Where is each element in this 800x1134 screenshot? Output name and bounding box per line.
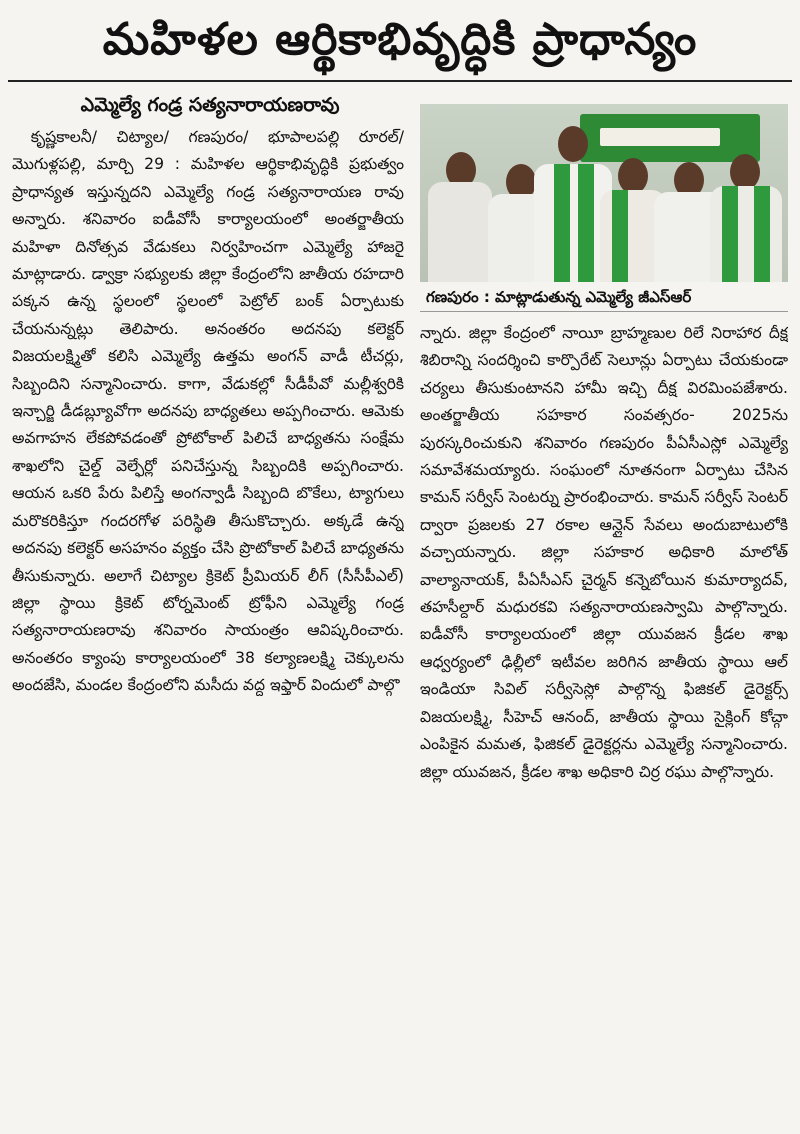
article-column-2: న్నారు. జిల్లా కేంద్రంలో నాయీ బ్రాహ్మణుల రిలే నిరాహార దీక్ష శిబిరాన్ని సందర్శించి కార్పొరేట్ సెలూన్లు ఏర్పాటు చేయకుండా చర్యలు తీసుకుంటానని హామీ ఇచ్చి దీక్ష విరమింపజేశారు. అంతర్జాతీయ సహకార సంవత్సరం- 2025ను పురస్కరించుకుని శనివారం గణపురం పీఏసీఎస్లో ఎమ్మెల్యే సమావేశమయ్యారు. సంఘంలో నూతనంగా ఏర్పాటు చేసిన కామన్ సర్వీస్ సెంటర్ను ప్రారంభించారు. కామన్ సర్వీస్ సెంటర్ ద్వారా ప్రజలకు 27 రకాల ఆన్లైన్ సేవలు అందుబాటులోకి వచ్చాయన్నారు. జిల్లా సహకార అధికారి మాలోత్ వాల్యానాయక్, పీఏసీఎస్ చైర్మన్ కన్నెబోయిన కుమార్యాదవ్, తహసీల్దార్ మధురకవి సత్యనారాయణస్వామి పాల్గొన్నారు. ఐడీవోసీ కార్యాలయంలో జిల్లా యువజన క్రీడల శాఖ ఆధ్వర్యంలో ఢిల్లీలో ఇటీవల జరిగిన జాతీయ స్థాయి ఆల్ ఇండియా సివిల్ సర్వీసెస్లో పాల్గొన్న ఫిజికల్ డైరెక్టర్స్ విజయలక్ష్మి, సీహెచ్ ఆనంద్, జాతీయ స్థాయి సైక్లింగ్ కోచ్గా ఎంపికైన మమత, ఫిజికల్ డైరెక్టర్లను ఎమ్మెల్యే సన్మానించారు. జిల్లా యువజన, క్రీడల శాఖ అధికారి చిర్ర రఘు పాల్గొన్నారు. bbox=[420, 324, 788, 781]
news-photo bbox=[420, 104, 788, 282]
byline: ఎమ్మెల్యే గండ్ర సత్యనారాయణరావు bbox=[80, 94, 340, 116]
photo-person bbox=[706, 136, 786, 282]
article-column-1: కృష్ణకాలనీ/ చిట్యాల/ గణపురం/ భూపాలపల్లి రూరల్/ మొగుళ్లపల్లి, మార్చి 29 : మహిళల ఆర్థికాభివృద్ధికి ప్రభుత్వం ప్రాధాన్యత ఇస్తున్నదని ఎమ్మెల్యే గండ్ర సత్యనారాయణ రావు అన్నారు. శనివారం ఐడీవోసీ కార్యాలయంలో అంతర్జాతీయ మహిళా దినోత్సవ వేడుకలు నిర్వహించగా ఎమ్మెల్యే హాజరై మాట్లాడారు. డ్వాక్రా సభ్యులకు జిల్లా కేంద్రంలోని జాతీయ రహదారి పక్కన ఉన్న స్థలంలో స్థలంలో పెట్రోల్ బంక్ ఏర్పాటుకు చేయనున్నట్లు తెలిపారు. అనంతరం అదనపు కలెక్టర్ విజయలక్ష్మితో కలిసి ఎమ్మెల్యే ఉత్తమ అంగన్ వాడీ టీచర్లు, సిబ్బందిని సన్మానించారు. కాగా, వేడుకల్లో సీడీపీవో మల్లీశ్వరికి ఇన్చార్జి డీడబ్ల్యూవోగా అదనపు బాధ్యతలు అప్పగించారు. ఆమెకు అవగాహన లేకపోవడంతో ప్రోటోకాల్ పిలిచే బాధ్యతను సంక్షేమ శాఖలోని చైల్డ్ వెల్ఫేర్లో పనిచేస్తున్న సిబ్బందికి అప్పగించారు. ఆయన ఒకరి పేరు పిలిస్తే అంగన్వాడీ సిబ్బంది బొకేలు, ట్యాగులు మరొకరికిస్తూ గందరగోళ పరిస్థితి తీసుకొచ్చారు. అక్కడే ఉన్న అదనపు కలెక్టర్ అసహనం వ్యక్తం చేసి ప్రొటోకాల్ పిలిచే బాధ్యతను తీసుకున్నారు. అలాగే చిట్యాల క్రికెట్ ప్రీమియర్ లీగ్ (సీసీపీఎల్) జిల్లా స్థాయి క్రికెట్ టోర్నమెంట్ ట్రోఫీని ఎమ్మెల్యే గండ్ర సత్యనారాయణరావు శనివారం సాయంత్రం ఆవిష్కరించారు. అనంతరం క్యాంపు కార్యాలయంలో 38 కల్యాణలక్ష్మి చెక్కులను అందజేసి, మండల కేంద్రంలోని మసీదు వద్ద ఇఫ్తార్ విందులో పాల్గొ bbox=[12, 128, 404, 695]
headline: మహిళల ఆర్థికాభివృద్ధికి ప్రాధాన్యం bbox=[102, 14, 698, 65]
photo-caption: గణపురం : మాట్లాడుతున్న ఎమ్మెల్యే జీఎస్ఆర్ bbox=[420, 282, 788, 312]
headline-rule bbox=[8, 80, 792, 82]
